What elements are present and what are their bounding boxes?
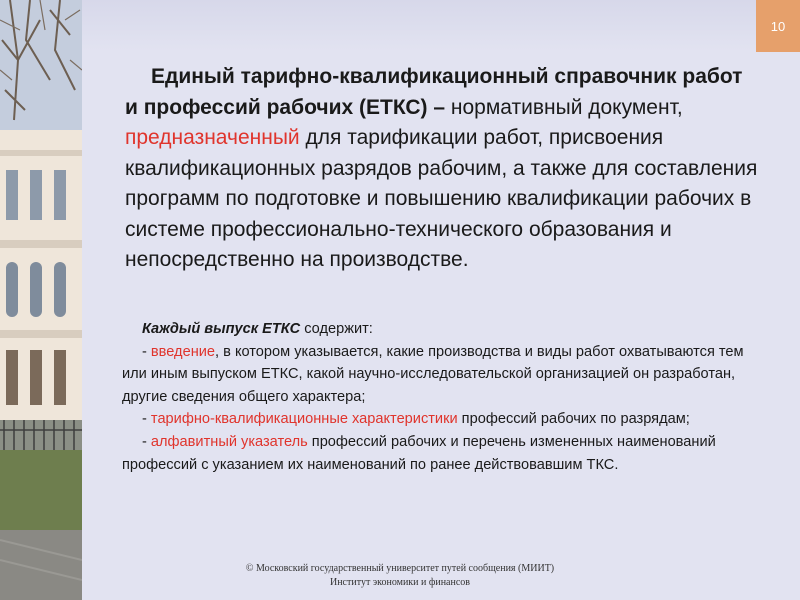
header-band <box>82 0 800 52</box>
contents-intro <box>122 318 772 341</box>
footer <box>230 562 570 590</box>
contents-intro-bold: Каждый выпуск ЕТКС <box>142 321 301 337</box>
list-item-prefix: - <box>142 343 151 360</box>
definition-highlight: предназначенный <box>125 126 300 149</box>
page-number: 10 <box>770 18 786 34</box>
definition-paragraph <box>125 62 760 276</box>
definition-title: Единый тарифно-квалификационный справочник работ и профессий рабочих (ЕТКС) – <box>125 65 743 119</box>
page-number-box <box>756 0 800 52</box>
list-item-highlight: введение <box>150 343 216 360</box>
footer-copyright: © Московский государственный университет путей сообщения (МИИТ) <box>245 563 555 574</box>
list-item-highlight: алфавитный указатель <box>150 433 308 450</box>
list-item-prefix: - <box>142 433 151 450</box>
background-photo <box>0 0 82 600</box>
list-item-text: профессий рабочих и перечень измененных наименований профессий с указанием их наименований по ранее действовавшим ТКС. <box>122 433 716 473</box>
list-item <box>122 408 772 431</box>
list-item <box>122 431 772 476</box>
list-item-text: профессий рабочих по разрядам; <box>457 411 690 428</box>
list-item <box>122 341 772 409</box>
definition-text-1: нормативный документ, <box>445 95 683 119</box>
list-item-prefix: - <box>142 411 151 428</box>
contents-list <box>122 318 772 476</box>
list-item-text: , в котором указывается, какие производства и виды работ охватываются тем или иным выпуском ЕТКС, какой научно-исследовательской организацией он разработан, другие сведения общего характера; <box>122 343 744 405</box>
list-item-highlight: тарифно-квалификационные характеристики <box>150 411 458 428</box>
contents-intro-rest: содержит: <box>300 321 373 337</box>
definition-text-2: для тарификации работ, присвоения квалификационных разрядов рабочим, а также для составления программ по подготовке и повышению квалификации рабочих в системе профессионально-технического образования и непосредственно на производстве. <box>125 126 758 271</box>
footer-institute: Институт экономики и финансов <box>329 577 471 588</box>
